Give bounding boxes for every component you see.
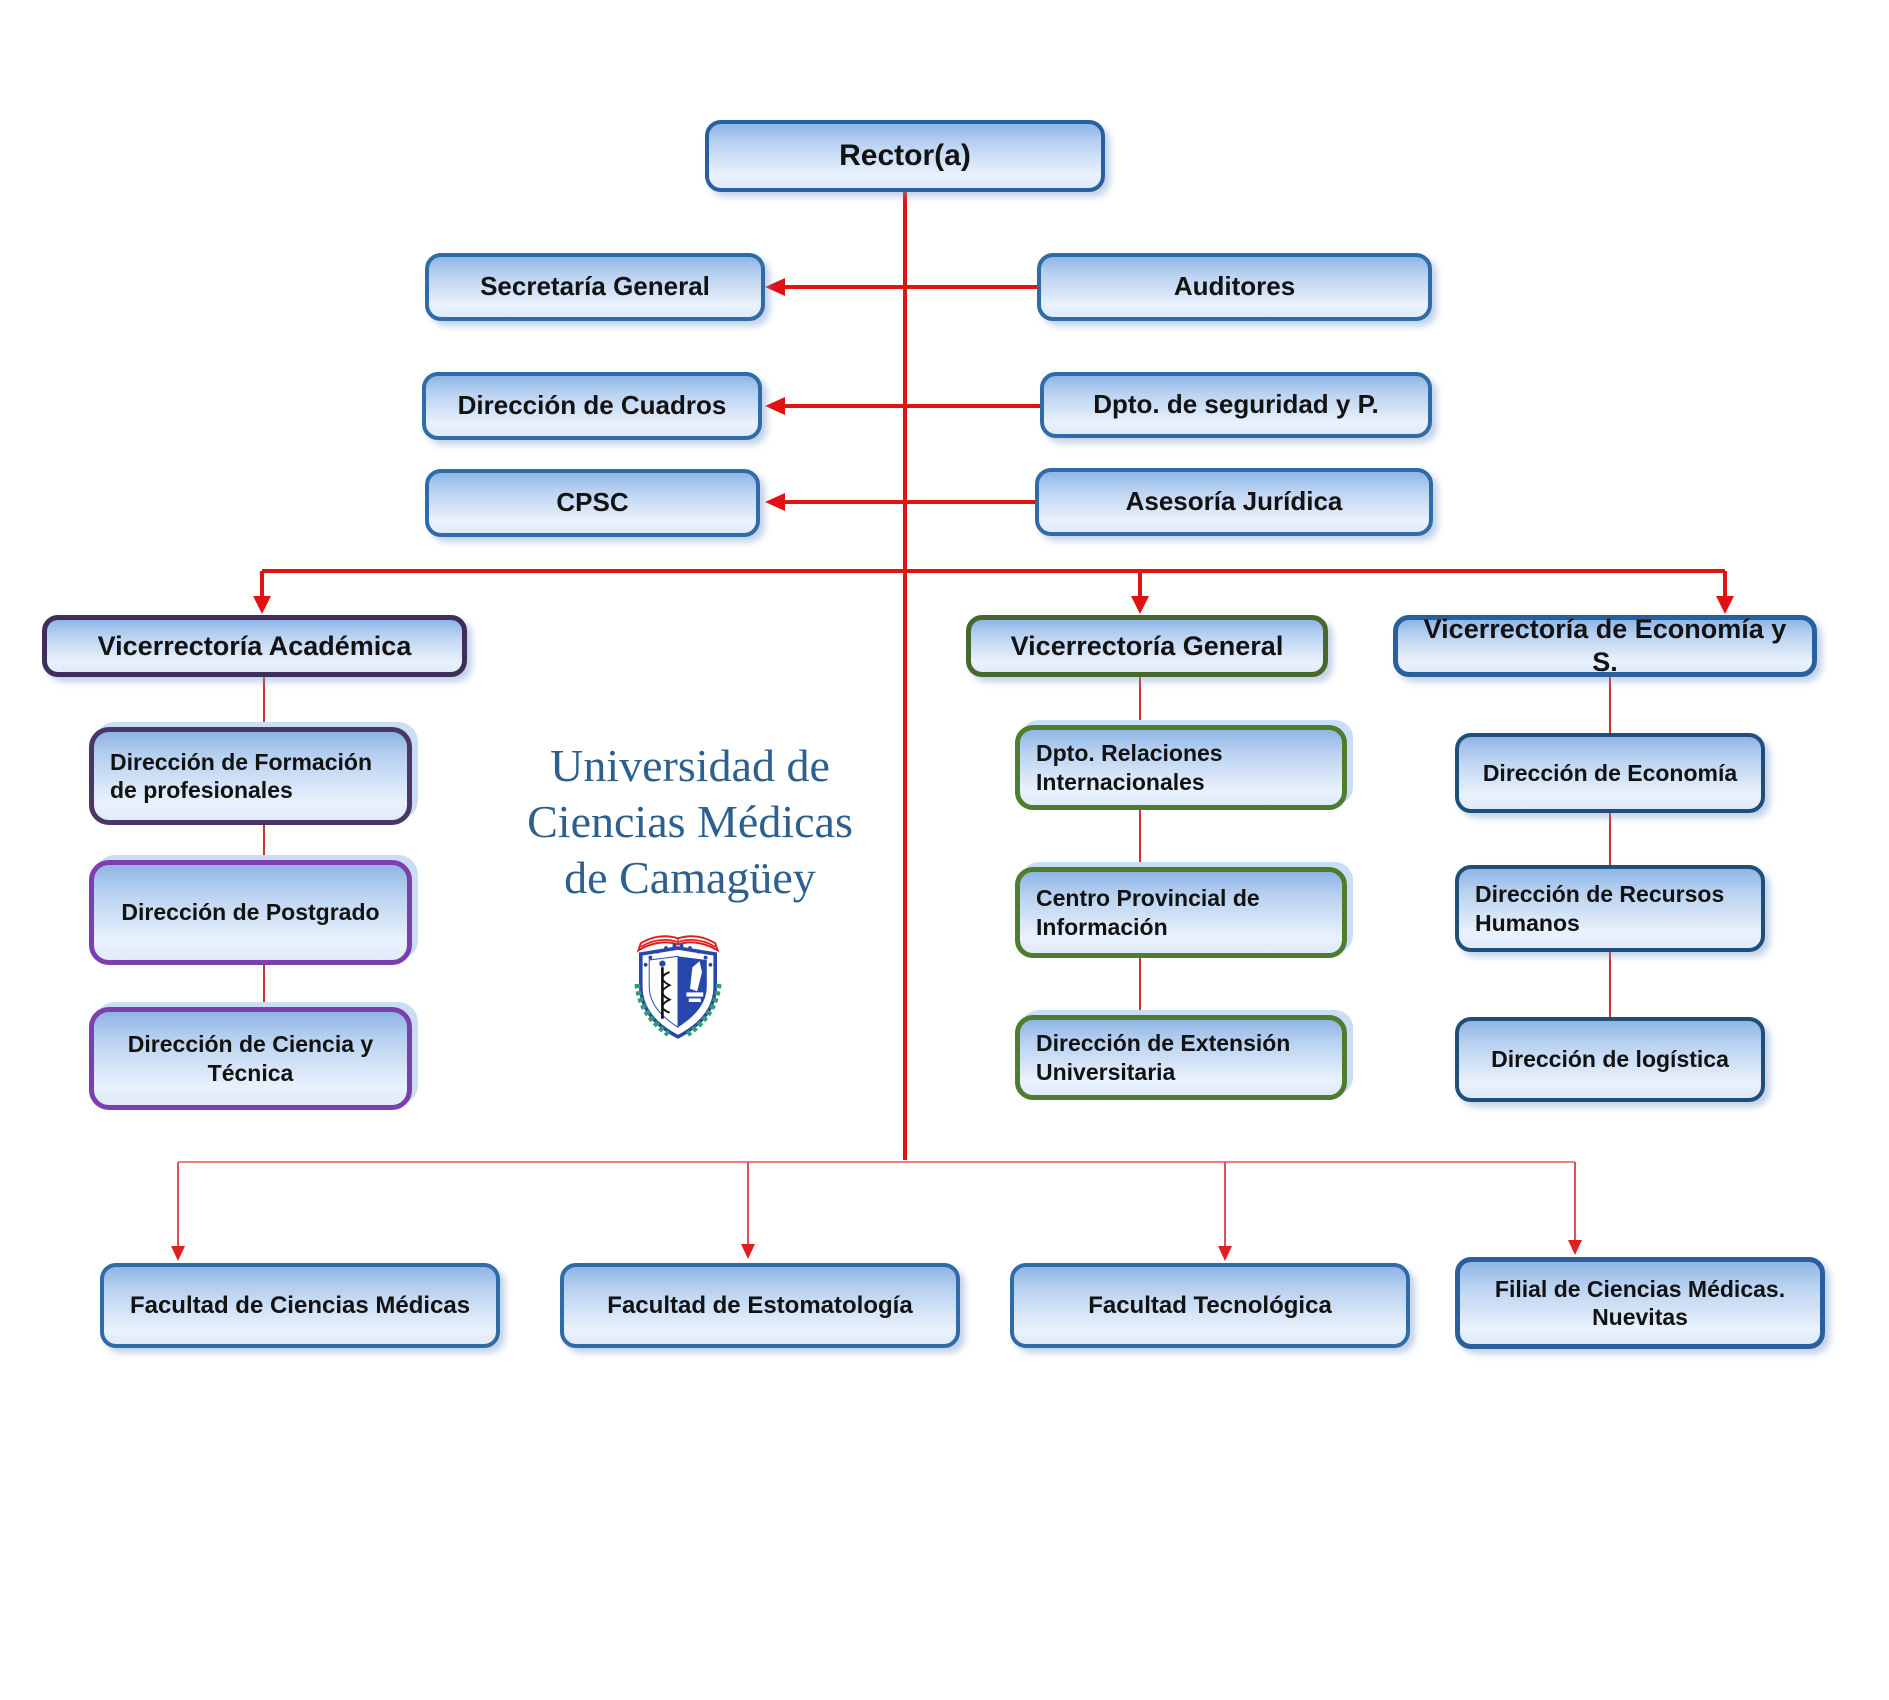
- node-auditores: Auditores: [1037, 253, 1432, 321]
- node-direccion-cuadros: Dirección de Cuadros: [422, 372, 762, 440]
- node-secretaria-general: Secretaría General: [425, 253, 765, 321]
- node-vicerrectoria-general: Vicerrectoría General: [966, 615, 1328, 677]
- faculty-branch: [171, 1162, 1582, 1261]
- node-dir-logistica: Dirección de logística: [1455, 1017, 1765, 1102]
- node-rector: Rector(a): [705, 120, 1105, 192]
- university-title-line2: Ciencias Médicas: [527, 796, 853, 848]
- node-filial-nuevitas: Filial de Ciencias Médicas. Nuevitas: [1455, 1257, 1825, 1349]
- node-dir-economia: Dirección de Economía: [1455, 733, 1765, 813]
- node-facultad-estomatologia: Facultad de Estomatología: [560, 1263, 960, 1348]
- university-title-line1: Universidad de: [550, 740, 830, 791]
- node-dpto-relaciones: Dpto. Relaciones Internacionales: [1015, 725, 1347, 810]
- university-title: [420, 738, 960, 906]
- node-dir-ciencia: Dirección de Ciencia y Técnica: [89, 1007, 412, 1110]
- node-centro-informacion: Centro Provincial de Información: [1015, 867, 1347, 958]
- university-title-line3: de Camagüey: [564, 852, 816, 904]
- node-asesoria-juridica: Asesoría Jurídica: [1035, 468, 1433, 536]
- node-vicerrectoria-economia: Vicerrectoría de Economía y S.: [1393, 615, 1817, 677]
- node-dir-recursos: Dirección de Recursos Humanos: [1455, 865, 1765, 952]
- node-dir-extension: Dirección de Extensión Universitaria: [1015, 1015, 1347, 1100]
- node-dpto-seguridad: Dpto. de seguridad y P.: [1040, 372, 1432, 438]
- staff-arrows: [765, 278, 1040, 511]
- node-facultad-tecnologica: Facultad Tecnológica: [1010, 1263, 1410, 1348]
- node-facultad-ciencias-medicas: Facultad de Ciencias Médicas: [100, 1263, 500, 1348]
- node-vicerrectoria-academica: Vicerrectoría Académica: [42, 615, 467, 677]
- shield-icon: [641, 944, 715, 1037]
- node-dir-postgrado: Dirección de Postgrado: [89, 860, 412, 965]
- vicerrectoria-branch: [253, 571, 1734, 614]
- university-logo: [618, 924, 738, 1044]
- node-dir-formacion: Dirección de Formación de profesionales: [89, 727, 412, 825]
- node-cpsc: CPSC: [425, 469, 760, 537]
